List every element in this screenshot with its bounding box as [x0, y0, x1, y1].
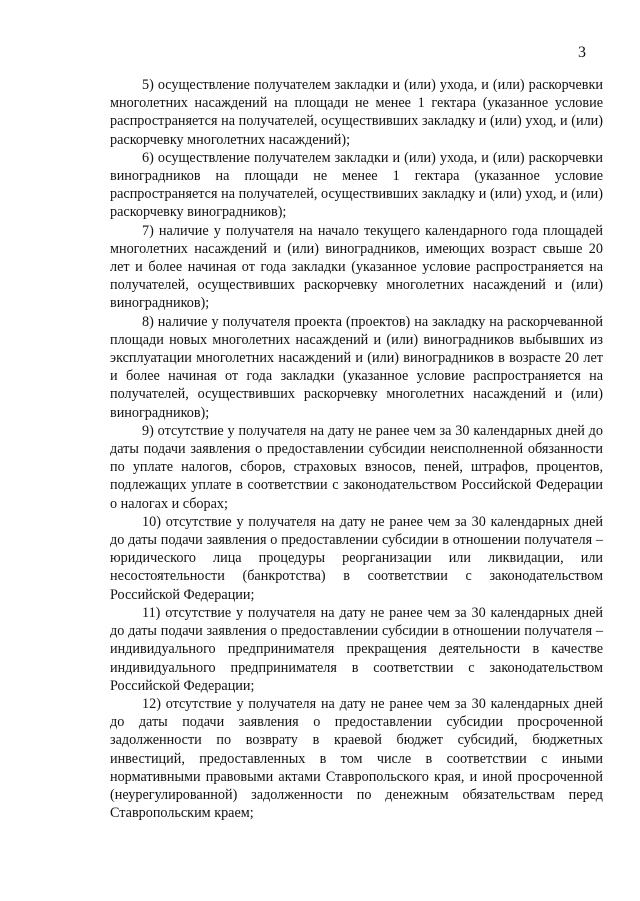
paragraph-item-8: 8) наличие у получателя проекта (проектов) на закладку на раскорчеванной площади новых многолетних насаждений и (или) виноградников выбывших из эксплуатации многолетних насаждений и (или) виноградников в возрасте 20 лет и более начиная от года закладки (указанное условие распространяется на получателей, осуществивших раскорчевку многолетних насаждений и (или) виноградников); [110, 313, 603, 421]
paragraph-item-12: 12) отсутствие у получателя на дату не ранее чем за 30 календарных дней до даты подачи заявления о предоставлении субсидии просроченной задолженности по возврату в краевой бюджет субсидий, бюджетных инвестиций, предоставленных в том числе в соответствии с иными нормативными правовыми актами Ставропольского края, и иной просроченной (неурегулированной) задолженности по денежным обязательствам перед Ставропольским краем; [110, 695, 603, 822]
paragraph-item-7: 7) наличие у получателя на начало текущего календарного года площадей многолетних насаждений и (или) виноградников, имеющих возраст свыше 20 лет и более начиная от года закладки (указанное условие распространяется на получателей, осуществивших раскорчевку многолетних насаждений и (или) виноградников); [110, 222, 603, 312]
paragraph-item-10: 10) отсутствие у получателя на дату не ранее чем за 30 календарных дней до даты подачи заявления о предоставлении субсидии в отношении получателя – юридического лица процедуры реорганизации или ликвидации, или несостоятельности (банкротства) в соответствии с законодательством Российской Федерации; [110, 513, 603, 603]
paragraph-item-11: 11) отсутствие у получателя на дату не ранее чем за 30 календарных дней до даты подачи заявления о предоставлении субсидии в отношении получателя – индивидуального предпринимателя прекращения деятельности в качестве индивидуального предпринимателя в соответствии с законодательством Российской Федерации; [110, 604, 603, 694]
paragraph-item-6: 6) осуществление получателем закладки и (или) ухода, и (или) раскорчевки виноградников на площади не менее 1 гектара (указанное условие распространяется на получателей, осуществивших закладку и (или) уход, и (или) раскорчевку виноградников); [110, 149, 603, 221]
paragraph-item-9: 9) отсутствие у получателя на дату не ранее чем за 30 календарных дней до даты подачи заявления о предоставлении субсидии неисполненной обязанности по уплате налогов, сборов, страховых взносов, пеней, штрафов, процентов, подлежащих уплате в соответствии с законодательством Российской Федерации о налогах и сборах; [110, 422, 603, 512]
document-body [110, 76, 603, 822]
paragraph-item-5: 5) осуществление получателем закладки и (или) ухода, и (или) раскорчевки многолетних насаждений на площади не менее 1 гектара (указанное условие распространяется на получателей, осуществивших закладку и (или) уход, и (или) раскорчевку многолетних насаждений); [110, 77, 603, 148]
page-number: 3 [578, 44, 586, 61]
